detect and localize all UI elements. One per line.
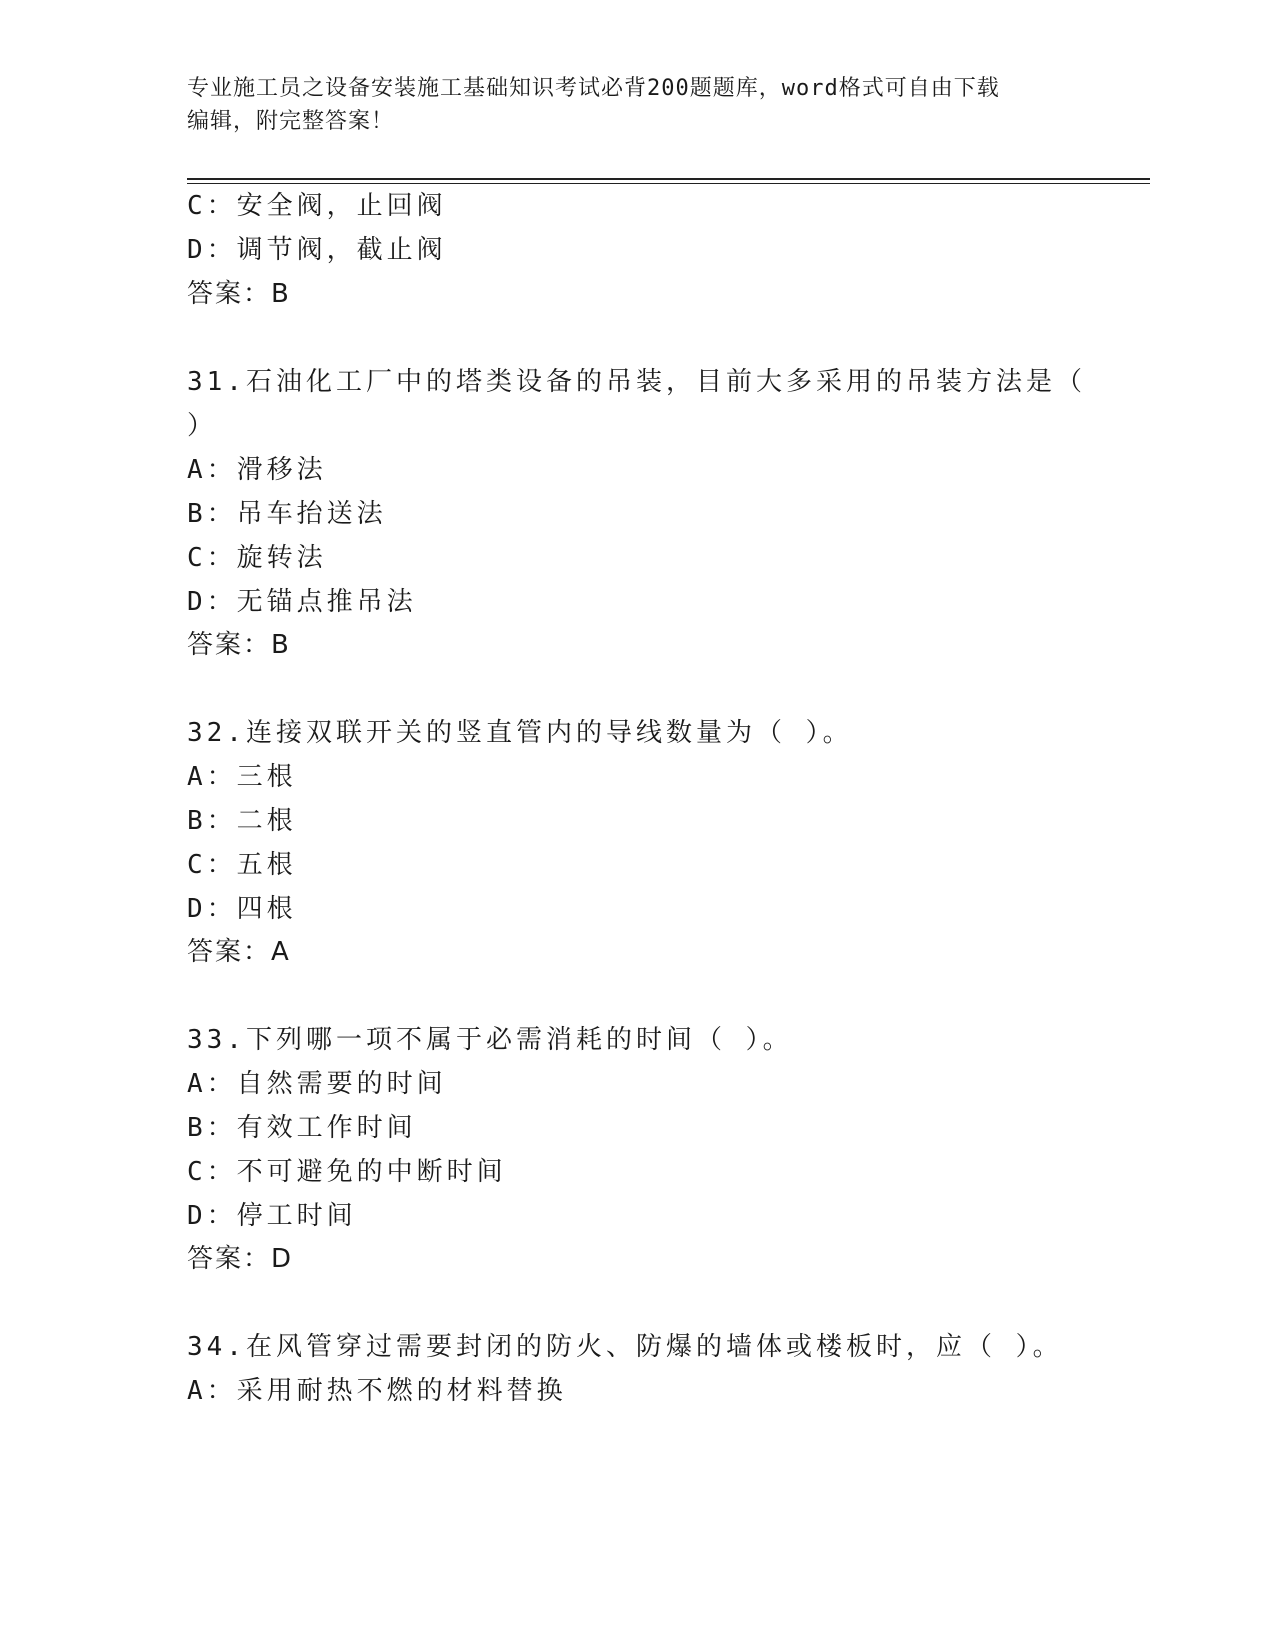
q32-option-a: A：三根 [187,762,297,792]
prev-option-d: D：调节阀，截止阀 [187,235,447,265]
q31-option-d: D：无锚点推吊法 [187,587,417,617]
q31-option-c: C：旋转法 [187,543,327,573]
q33-option-c: C：不可避免的中断时间 [187,1157,507,1187]
q32-option-d: D：四根 [187,894,297,924]
q34-option-a: A：采用耐热不燃的材料替换 [187,1376,567,1406]
header-line-1: 专业施工员之设备安装施工基础知识考试必背200题题库，word格式可自由下载 [187,76,1000,101]
header-divider-thin [187,183,1150,184]
q34-stem: 34.在风管穿过需要封闭的防火、防爆的墙体或楼板时，应（ ）。 [187,1332,1063,1362]
q32-stem: 32.连接双联开关的竖直管内的导线数量为（ ）。 [187,718,853,748]
prev-answer: 答案：B [187,279,291,309]
q33-stem: 33.下列哪一项不属于必需消耗的时间（ ）。 [187,1025,793,1055]
q31-option-b: B：吊车抬送法 [187,499,387,529]
q32-option-b: B：二根 [187,806,297,836]
q33-option-d: D：停工时间 [187,1201,357,1231]
q32-answer: 答案：A [187,937,291,967]
q32-option-c: C：五根 [187,850,297,880]
q33-option-b: B：有效工作时间 [187,1113,417,1143]
header-line-2: 编辑，附完整答案！ [187,109,395,134]
document-header [187,72,1067,138]
q31-stem-line-2: ） [187,411,218,441]
q31-answer: 答案：B [187,630,291,660]
q33-option-a: A：自然需要的时间 [187,1069,447,1099]
q31-option-a: A：滑移法 [187,455,327,485]
q33-answer: 答案：D [187,1244,294,1274]
q31-stem-line-1: 31.石油化工厂中的塔类设备的吊装，目前大多采用的吊装方法是（ [187,367,1086,397]
prev-option-c: C：安全阀，止回阀 [187,191,447,221]
header-divider-thick [187,178,1150,180]
